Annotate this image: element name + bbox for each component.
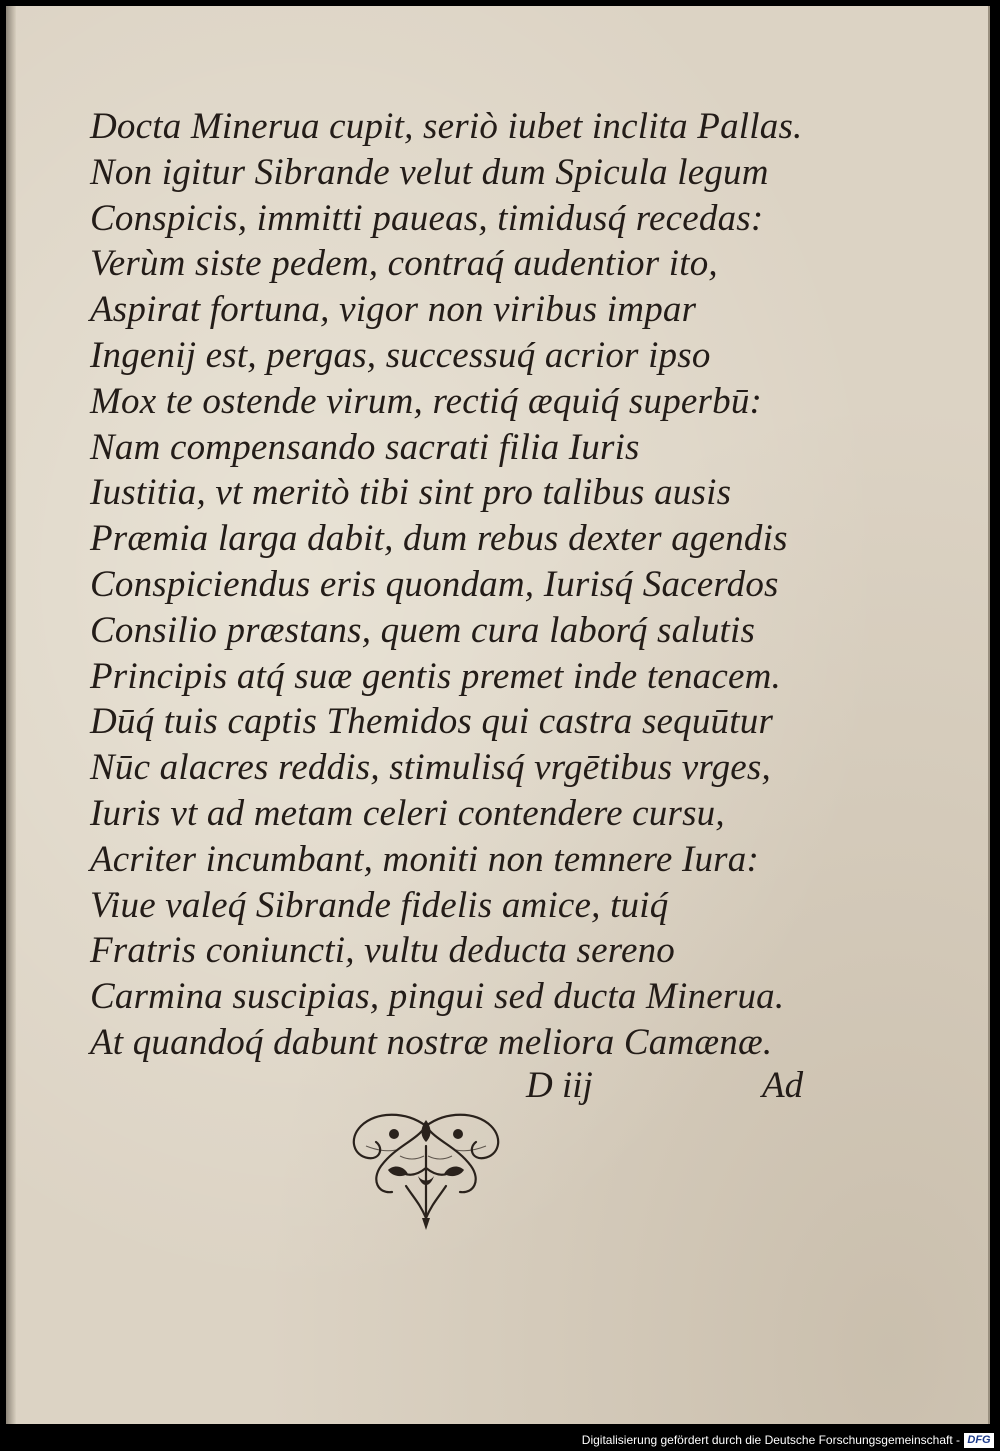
poem-line: Non igitur Sibrande velut dum Spicula legum (90, 151, 769, 193)
page-gutter-edge (6, 6, 16, 1424)
poem-line: Ingenij est, pergas, successuq́ acrior ipso (90, 334, 711, 376)
poem-line: Iuris vt ad metam celeri contendere cursu, (90, 792, 725, 834)
poem-line: Nūc alacres reddis, stimulisq́ vrgētibus vrges, (90, 747, 771, 789)
poem-text-block (90, 104, 850, 1066)
poem-line: Dūq́ tuis captis Themidos qui castra sequūtur (90, 701, 774, 743)
catchword: Ad (762, 1065, 804, 1106)
book-page (6, 6, 990, 1424)
poem-line: Iustitia, vt meritò tibi sint pro talibus ausis (90, 472, 732, 514)
poem-line: Principis atq́ suæ gentis premet inde tenacem. (90, 655, 781, 697)
signature-mark: D iij (526, 1065, 593, 1106)
poem-line: Nam compensando sacrati filia Iuris (90, 426, 640, 468)
poem-line: Viue valeq́ Sibrande fidelis amice, tuiq́ (90, 884, 669, 926)
poem-line: Aspirat fortuna, vigor non viribus impar (90, 289, 697, 331)
poem-line: Præmia larga dabit, dum rebus dexter agendis (90, 518, 788, 560)
printers-ornament-icon (336, 1106, 516, 1236)
funding-credit-text: Digitalisierung gefördert durch die Deutsche Forschungsgemeinschaft - (581, 1433, 960, 1447)
dfg-logo-icon: DFG (964, 1433, 994, 1448)
poem-line: Fratris coniuncti, vultu deducta sereno (90, 930, 675, 972)
poem-line: Verùm siste pedem, contraq́ audentior ito, (90, 243, 718, 285)
digitization-footer (0, 1429, 1000, 1451)
poem-line: Mox te ostende virum, rectiq́ æquiq́ superbū: (90, 380, 763, 422)
poem-line: At quandoq́ dabunt nostræ meliora Camænæ. (90, 1021, 773, 1063)
poem-line: Consilio præstans, quem cura laborq́ salutis (90, 609, 756, 651)
poem-line: Carmina suscipias, pingui sed ducta Minerua. (90, 976, 785, 1018)
poem-line: Acriter incumbant, moniti non temnere Iura: (90, 838, 759, 880)
poem-line: Conspiciendus eris quondam, Iurisq́ Sacerdos (90, 563, 779, 605)
poem-line: Docta Minerua cupit, seriò iubet inclita Pallas. (90, 106, 803, 147)
poem-line: Conspicis, immitti paueas, timidusq́ recedas: (90, 197, 764, 239)
